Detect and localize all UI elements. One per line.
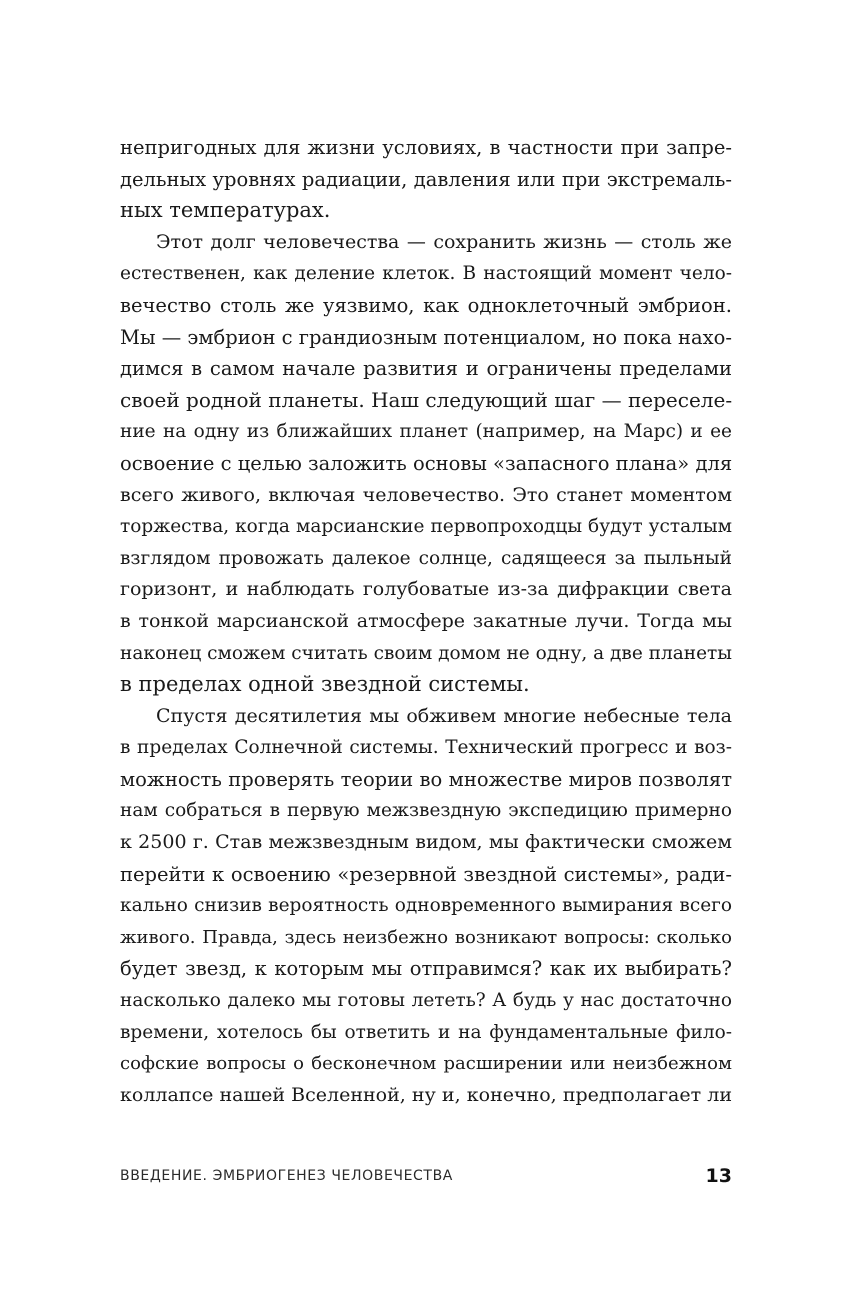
text-line: можность проверять теории во множестве миров позволят xyxy=(120,767,732,791)
text-line: будет звезд, к которым мы отправимся? как их выбирать? xyxy=(120,957,732,981)
text-line: наконец сможем считать своим домом не одну, а две планеты xyxy=(120,642,732,664)
text-line: Мы — эмбрион с грандиозным потенциалом, но пока нахо- xyxy=(120,325,732,349)
text-line: в пределах одной звездной системы. xyxy=(120,672,530,697)
page-number: 13 xyxy=(705,1165,732,1187)
text-line: своей родной планеты. Наш следующий шаг — переселе- xyxy=(120,387,732,412)
text-line: насколько далеко мы готовы лететь? А будь у нас достаточно xyxy=(120,990,732,1012)
text-line: дельных уровнях радиации, давления или при экстремаль- xyxy=(120,167,732,191)
text-line: в пределах Солнечной системы. Технический прогресс и воз- xyxy=(120,737,732,759)
text-line: ние на одну из ближайших планет (например, на Марс) и ее xyxy=(120,421,732,443)
text-line: освоение с целью заложить основы «запасного плана» для xyxy=(120,451,732,475)
text-line: Спустя десятилетия мы обживем многие небесные тела xyxy=(156,704,732,727)
text-line: софские вопросы о бесконечном расширении или неизбежном xyxy=(120,1053,732,1075)
text-line: всего живого, включая человечество. Это станет моментом xyxy=(120,483,732,506)
text-line: живого. Правда, здесь неизбежно возникают вопросы: сколько xyxy=(120,926,732,948)
text-line: Этот долг человечества — сохранить жизнь — столь же xyxy=(156,230,732,253)
body-text xyxy=(120,132,732,1111)
text-line: в тонкой марсианской атмосфере закатные лучи. Тогда мы xyxy=(120,609,732,632)
text-line: ных температурах. xyxy=(120,198,331,223)
text-line: времени, хотелось бы ответить и на фундаментальные фило- xyxy=(120,1021,732,1043)
text-line: торжества, когда марсианские первопроходцы будут усталым xyxy=(120,516,732,538)
text-line: перейти к освоению «резервной звездной системы», ради- xyxy=(120,862,732,886)
text-line: непригодных для жизни условиях, в частности при запре- xyxy=(120,136,732,159)
running-head: ВВЕДЕНИЕ. ЭМБРИОГЕНЕЗ ЧЕЛОВЕЧЕСТВА xyxy=(120,1168,453,1184)
text-line: вечество столь же уязвимо, как одноклеточный эмбрион. xyxy=(120,293,732,317)
text-line: естественен, как деление клеток. В настоящий момент чело- xyxy=(120,263,732,285)
text-line: взглядом провожать далекое солнце, садящееся за пыльный xyxy=(120,547,732,569)
text-line: нам собраться в первую межзвездную экспедицию примерно xyxy=(120,800,732,822)
text-line: коллапсе нашей Вселенной, ну и, конечно, предполагает ли xyxy=(120,1083,732,1106)
text-line: горизонт, и наблюдать голубоватые из-за дифракции света xyxy=(120,578,732,601)
page-footer xyxy=(120,1164,732,1188)
text-line: димся в самом начале развития и ограничены пределами xyxy=(120,357,732,381)
text-line: кально снизив вероятность одновременного вымирания всего xyxy=(120,895,732,917)
text-line: к 2500 г. Став межзвездным видом, мы фактически сможем xyxy=(120,831,732,854)
